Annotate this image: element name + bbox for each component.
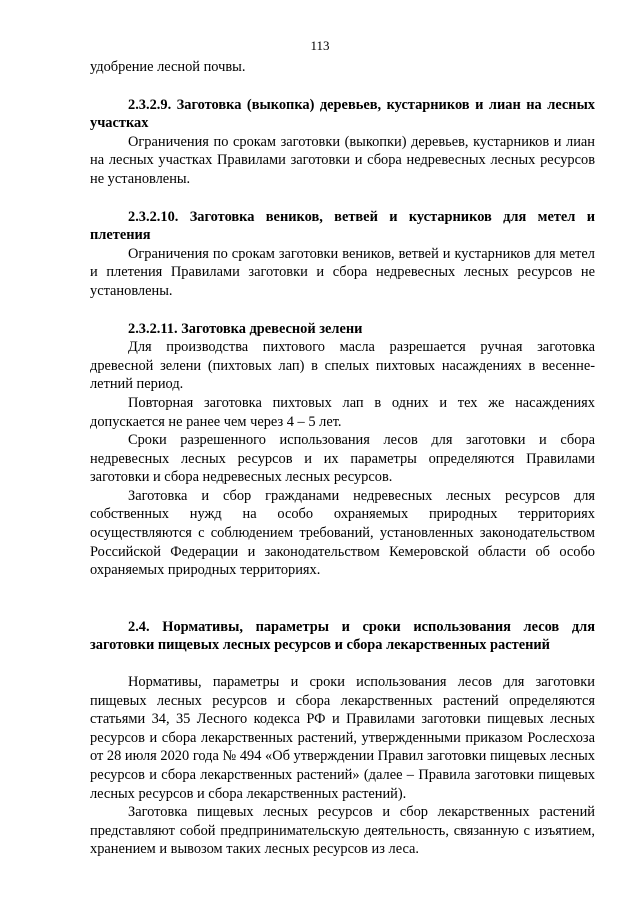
section-2-4-paragraph-1: Нормативы, параметры и сроки использования лесов для заготовки пищевых лесных ресурсов и сбора лекарственных растений определяются статьями 34, 35 Лесного кодекса РФ и Правилами заготовки пищевых лесных ресурсов и сбора лекарственных растений, утвержденными приказом Рослесхоза от 28 июля 2020 года № 494 «Об утверждении Правил заготовки пищевых лесных ресурсов и сбора лекарственных растений» (далее – Правила заготовки пищевых лесных ресурсов и сбора лекарственных растений). <box>90 674 595 802</box>
section-2-3-2-9-paragraph: Ограничения по срокам заготовки (выкопки) деревьев, кустарников и лиан на лесных участках Правилами заготовки и сбора недревесных лесных ресурсов не установлены. <box>90 133 595 187</box>
section-heading-2-3-2-9: 2.3.2.9. Заготовка (выкопка) деревьев, кустарников и лиан на лесных участках <box>90 96 595 132</box>
section-2-3-2-10-paragraph: Ограничения по срокам заготовки веников, ветвей и кустарников для метел и плетения Правилами заготовки и сбора недревесных лесных ресурсов не установлены. <box>90 245 595 299</box>
section-2-3-2-11-paragraph-2: Повторная заготовка пихтовых лап в одних и тех же насаждениях допускается не ранее чем через 4 – 5 лет. <box>90 394 595 430</box>
page-number: 113 <box>310 38 330 53</box>
section-heading-2-4: 2.4. Нормативы, параметры и сроки использования лесов для заготовки пищевых лесных ресурсов и сбора лекарственных растений <box>90 618 595 654</box>
section-2-3-2-11-paragraph-4: Заготовка и сбор гражданами недревесных лесных ресурсов для собственных нужд на особо охраняемых природных территориях осуществляются с соблюдением требований, установленных законодательством Российской Федерации и законодательством Кемеровской области об особо охраняемых природных территориях. <box>90 487 595 579</box>
section-2-3-2-11-paragraph-3: Сроки разрешенного использования лесов для заготовки и сбора недревесных лесных ресурсов и их параметры определяются Правилами заготовки и сбора недревесных лесных ресурсов. <box>90 432 595 486</box>
document-body <box>90 58 595 859</box>
section-heading-2-3-2-11: 2.3.2.11. Заготовка древесной зелени <box>128 320 363 337</box>
section-2-3-2-11-paragraph-1: Для производства пихтового масла разрешается ручная заготовка древесной зелени (пихтовых лап) в спелых пихтовых насаждениях в весенне-летний период. <box>90 339 595 393</box>
section-heading-2-3-2-10: 2.3.2.10. Заготовка веников, ветвей и кустарников для метел и плетения <box>90 208 595 244</box>
section-2-4-paragraph-2: Заготовка пищевых лесных ресурсов и сбор лекарственных растений представляют собой предпринимательскую деятельность, связанную с изъятием, хранением и вывозом таких лесных ресурсов из леса. <box>90 804 595 858</box>
intro-paragraph: удобрение лесной почвы. <box>90 59 246 75</box>
